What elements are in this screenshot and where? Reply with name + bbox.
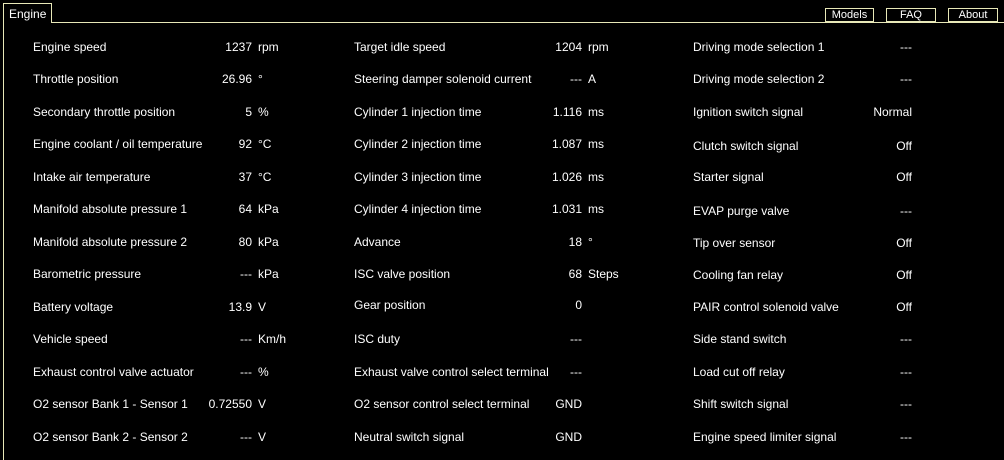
param-value-starter-signal: Off xyxy=(896,170,912,184)
param-value-throttle-position: 26.96 xyxy=(221,72,252,86)
param-label-steering-damper-solenoid-current: Steering damper solenoid current xyxy=(354,72,532,86)
param-label-o2-sensor-bank-1-sensor-1: O2 sensor Bank 1 - Sensor 1 xyxy=(33,397,188,411)
param-value-exhaust-valve-control-select-terminal: --- xyxy=(570,365,582,379)
param-value-ignition-switch-signal: Normal xyxy=(873,105,912,119)
param-value-cylinder-2-injection-time: 1.087 xyxy=(551,137,582,151)
param-label-o2-sensor-control-select-terminal: O2 sensor control select terminal xyxy=(354,397,530,411)
param-label-load-cut-off-relay: Load cut off relay xyxy=(693,365,785,379)
param-label-pair-control-solenoid-valve: PAIR control solenoid valve xyxy=(693,300,839,314)
param-unit-secondary-throttle-position: % xyxy=(258,105,269,119)
param-value-cylinder-3-injection-time: 1.026 xyxy=(551,170,582,184)
param-value-gear-position: 0 xyxy=(575,298,582,312)
param-value-manifold-absolute-pressure-2: 80 xyxy=(238,235,252,249)
param-unit-throttle-position: ° xyxy=(258,72,263,86)
tab-engine[interactable]: Engine xyxy=(3,3,52,23)
param-label-side-stand-switch: Side stand switch xyxy=(693,332,787,346)
models-button[interactable]: Models xyxy=(825,8,874,22)
faq-button[interactable]: FAQ xyxy=(886,8,936,22)
param-value-steering-damper-solenoid-current: --- xyxy=(570,72,582,86)
param-value-engine-speed-limiter-signal: --- xyxy=(900,430,912,444)
tab-divider xyxy=(48,22,1004,23)
param-label-driving-mode-selection-1: Driving mode selection 1 xyxy=(693,40,825,54)
param-unit-cylinder-3-injection-time: ms xyxy=(588,170,604,184)
param-unit-engine-speed: rpm xyxy=(258,40,279,54)
param-value-cylinder-1-injection-time: 1.116 xyxy=(552,105,582,119)
param-unit-barometric-pressure: kPa xyxy=(258,267,279,281)
param-label-gear-position: Gear position xyxy=(354,298,426,312)
param-value-intake-air-temperature: 37 xyxy=(238,170,252,184)
param-label-throttle-position: Throttle position xyxy=(33,72,119,86)
param-unit-cylinder-2-injection-time: ms xyxy=(588,137,604,151)
param-value-battery-voltage: 13.9 xyxy=(228,300,252,314)
param-label-isc-duty: ISC duty xyxy=(354,332,401,346)
param-value-isc-valve-position: 68 xyxy=(568,267,582,281)
param-label-ignition-switch-signal: Ignition switch signal xyxy=(693,105,804,119)
param-value-load-cut-off-relay: --- xyxy=(900,365,912,379)
param-value-secondary-throttle-position: 5 xyxy=(245,105,252,119)
param-unit-cylinder-1-injection-time: ms xyxy=(588,105,604,119)
param-value-target-idle-speed: 1204 xyxy=(555,40,582,54)
param-label-manifold-absolute-pressure-2: Manifold absolute pressure 2 xyxy=(33,235,188,249)
param-unit-manifold-absolute-pressure-1: kPa xyxy=(258,202,279,216)
param-label-exhaust-valve-control-select-terminal: Exhaust valve control select terminal xyxy=(354,365,549,379)
param-value-driving-mode-selection-2: --- xyxy=(900,72,912,86)
param-value-o2-sensor-control-select-terminal: GND xyxy=(555,397,582,411)
param-label-intake-air-temperature: Intake air temperature xyxy=(33,170,151,184)
param-label-tip-over-sensor: Tip over sensor xyxy=(693,236,776,250)
param-label-advance: Advance xyxy=(354,235,401,249)
param-value-isc-duty: --- xyxy=(570,332,582,346)
param-label-evap-purge-valve: EVAP purge valve xyxy=(693,204,790,218)
param-label-engine-speed: Engine speed xyxy=(33,40,107,54)
param-label-exhaust-control-valve-actuator: Exhaust control valve actuator xyxy=(33,365,194,379)
param-value-o2-sensor-bank-2-sensor-2: --- xyxy=(240,430,252,444)
param-value-clutch-switch-signal: Off xyxy=(896,139,912,153)
param-unit-steering-damper-solenoid-current: A xyxy=(588,72,597,86)
param-value-pair-control-solenoid-valve: Off xyxy=(896,300,912,314)
param-unit-battery-voltage: V xyxy=(258,300,267,314)
param-label-starter-signal: Starter signal xyxy=(693,170,764,184)
param-label-cylinder-4-injection-time: Cylinder 4 injection time xyxy=(354,202,482,216)
param-unit-isc-valve-position: Steps xyxy=(588,267,619,281)
param-value-shift-switch-signal: --- xyxy=(900,397,912,411)
param-label-cylinder-2-injection-time: Cylinder 2 injection time xyxy=(354,137,482,151)
param-value-engine-speed: 1237 xyxy=(225,40,252,54)
param-label-cylinder-1-injection-time: Cylinder 1 injection time xyxy=(354,105,482,119)
param-label-engine-coolant-oil-temperature: Engine coolant / oil temperature xyxy=(33,137,203,151)
param-label-barometric-pressure: Barometric pressure xyxy=(33,267,142,281)
param-label-vehicle-speed: Vehicle speed xyxy=(33,332,108,346)
panel-border xyxy=(3,22,4,460)
param-label-o2-sensor-bank-2-sensor-2: O2 sensor Bank 2 - Sensor 2 xyxy=(33,430,188,444)
param-value-vehicle-speed: --- xyxy=(240,332,252,346)
param-value-cylinder-4-injection-time: 1.031 xyxy=(551,202,582,216)
param-unit-target-idle-speed: rpm xyxy=(588,40,609,54)
param-label-target-idle-speed: Target idle speed xyxy=(354,40,446,54)
param-label-neutral-switch-signal: Neutral switch signal xyxy=(354,430,465,444)
param-label-clutch-switch-signal: Clutch switch signal xyxy=(693,139,799,153)
param-value-driving-mode-selection-1: --- xyxy=(900,40,912,54)
param-unit-intake-air-temperature: °C xyxy=(258,170,272,184)
param-value-tip-over-sensor: Off xyxy=(896,236,912,250)
param-unit-vehicle-speed: Km/h xyxy=(258,332,287,346)
param-label-secondary-throttle-position: Secondary throttle position xyxy=(33,105,176,119)
param-unit-exhaust-control-valve-actuator: % xyxy=(258,365,269,379)
param-label-isc-valve-position: ISC valve position xyxy=(354,267,451,281)
about-button[interactable]: About xyxy=(948,8,998,22)
param-value-neutral-switch-signal: GND xyxy=(555,430,582,444)
param-value-side-stand-switch: --- xyxy=(900,332,912,346)
param-unit-engine-coolant-oil-temperature: °C xyxy=(258,137,272,151)
param-label-cylinder-3-injection-time: Cylinder 3 injection time xyxy=(354,170,482,184)
param-label-shift-switch-signal: Shift switch signal xyxy=(693,397,789,411)
param-value-o2-sensor-bank-1-sensor-1: 0.72550 xyxy=(208,397,252,411)
param-label-cooling-fan-relay: Cooling fan relay xyxy=(693,268,784,282)
param-value-barometric-pressure: --- xyxy=(240,267,252,281)
param-label-manifold-absolute-pressure-1: Manifold absolute pressure 1 xyxy=(33,202,188,216)
param-value-manifold-absolute-pressure-1: 64 xyxy=(238,202,252,216)
param-unit-o2-sensor-bank-2-sensor-2: V xyxy=(258,430,267,444)
param-value-cooling-fan-relay: Off xyxy=(896,268,912,282)
param-unit-manifold-absolute-pressure-2: kPa xyxy=(258,235,279,249)
param-label-driving-mode-selection-2: Driving mode selection 2 xyxy=(693,72,825,86)
param-value-advance: 18 xyxy=(568,235,582,249)
param-label-engine-speed-limiter-signal: Engine speed limiter signal xyxy=(693,430,837,444)
param-value-engine-coolant-oil-temperature: 92 xyxy=(238,137,252,151)
param-unit-o2-sensor-bank-1-sensor-1: V xyxy=(258,397,267,411)
param-unit-cylinder-4-injection-time: ms xyxy=(588,202,604,216)
param-value-evap-purge-valve: --- xyxy=(900,204,912,218)
param-label-battery-voltage: Battery voltage xyxy=(33,300,114,314)
param-unit-advance: ° xyxy=(588,235,593,249)
param-value-exhaust-control-valve-actuator: --- xyxy=(240,365,252,379)
